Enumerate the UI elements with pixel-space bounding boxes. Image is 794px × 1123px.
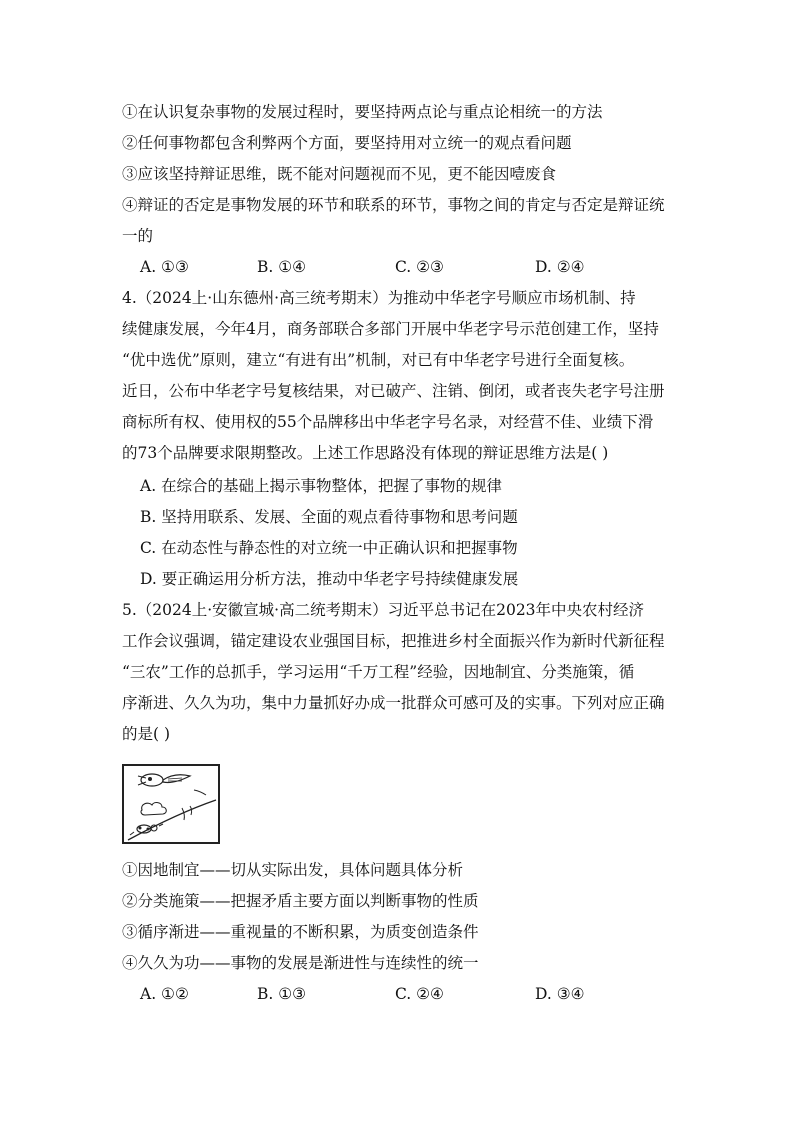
q5-statement-3: ③循序渐进——重视量的不断积累，为质变创造条件 (122, 923, 479, 941)
q5-statement-2: ②分类施策——把握矛盾主要方面以判断事物的性质 (122, 892, 479, 910)
q5-option-c[interactable]: C. ②④ (395, 985, 444, 1003)
option-a[interactable]: A. ①③ (140, 258, 189, 276)
statement-2: ②任何事物都包含利弊两个方面，要坚持用对立统一的观点看问题 (122, 134, 572, 152)
q4-line-5: 商标所有权、使用权的55个品牌移出中华老字号名录，对经营不佳、业绩下滑 (122, 413, 654, 431)
q5-statement-1: ①因地制宜——切从实际出发，具体问题具体分析 (122, 861, 464, 879)
q5-line-5: 的是( ) (122, 725, 171, 743)
cartoon-illustration (122, 764, 220, 844)
q4-option-d[interactable]: D. 要正确运用分析方法，推动中华老字号持续健康发展 (140, 570, 519, 588)
option-b[interactable]: B. ①④ (257, 258, 307, 276)
q4-line-4: 近日，公布中华老字号复核结果，对已破产、注销、倒闭，或者丧失老字号注册 (122, 382, 665, 400)
option-d[interactable]: D. ②④ (535, 258, 585, 276)
q4-line-3: “优中选优”原则，建立“有进有出”机制，对已有中华老字号进行全面复核。 (122, 351, 635, 369)
q5-option-d[interactable]: D. ③④ (535, 985, 585, 1003)
cartoon-drawing (124, 766, 218, 842)
q4-line-6: 的73个品牌要求限期整改。上述工作思路没有体现的辩证思维方法是( ) (122, 444, 609, 462)
q5-line-1: 5.（2024上·安徽宣城·高二统考期末）习近平总书记在2023年中央农村经济 (122, 601, 645, 619)
q4-option-b[interactable]: B. 坚持用联系、发展、全面的观点看待事物和思考问题 (140, 508, 518, 526)
q5-option-b[interactable]: B. ①③ (257, 985, 307, 1003)
q5-line-3: “三农”工作的总抓手，学习运用“千万工程”经验，因地制宜、分类施策，循 (122, 663, 635, 681)
q4-option-a[interactable]: A. 在综合的基础上揭示事物整体，把握了事物的规律 (140, 477, 503, 495)
option-c[interactable]: C. ②③ (395, 258, 444, 276)
statement-1: ①在认识复杂事物的发展过程时，要坚持两点论与重点论相统一的方法 (122, 103, 603, 121)
q5-statement-4: ④久久为功——事物的发展是渐进性与连续性的统一 (122, 954, 479, 972)
q5-option-a[interactable]: A. ①② (140, 985, 189, 1003)
q4-option-c[interactable]: C. 在动态性与静态性的对立统一中正确认识和把握事物 (140, 539, 518, 557)
statement-4-cont: 一的 (122, 227, 154, 245)
q5-line-4: 序渐进、久久为功，集中力量抓好办成一批群众可感可及的实事。下列对应正确 (122, 694, 665, 712)
statement-4: ④辩证的否定是事物发展的环节和联系的环节，事物之间的肯定与否定是辩证统 (122, 196, 665, 214)
q4-line-2: 续健康发展，今年4月，商务部联合多部门开展中华老字号示范创建工作，坚持 (122, 320, 659, 338)
q5-line-2: 工作会议强调，锚定建设农业强国目标，把推进乡村全面振兴作为新时代新征程 (122, 632, 665, 650)
q4-line-1: 4.（2024上·山东德州·高三统考期末）为推动中华老字号顺应市场机制、持 (122, 289, 636, 307)
statement-3: ③应该坚持辩证思维，既不能对问题视而不见，更不能因噎废食 (122, 165, 557, 183)
